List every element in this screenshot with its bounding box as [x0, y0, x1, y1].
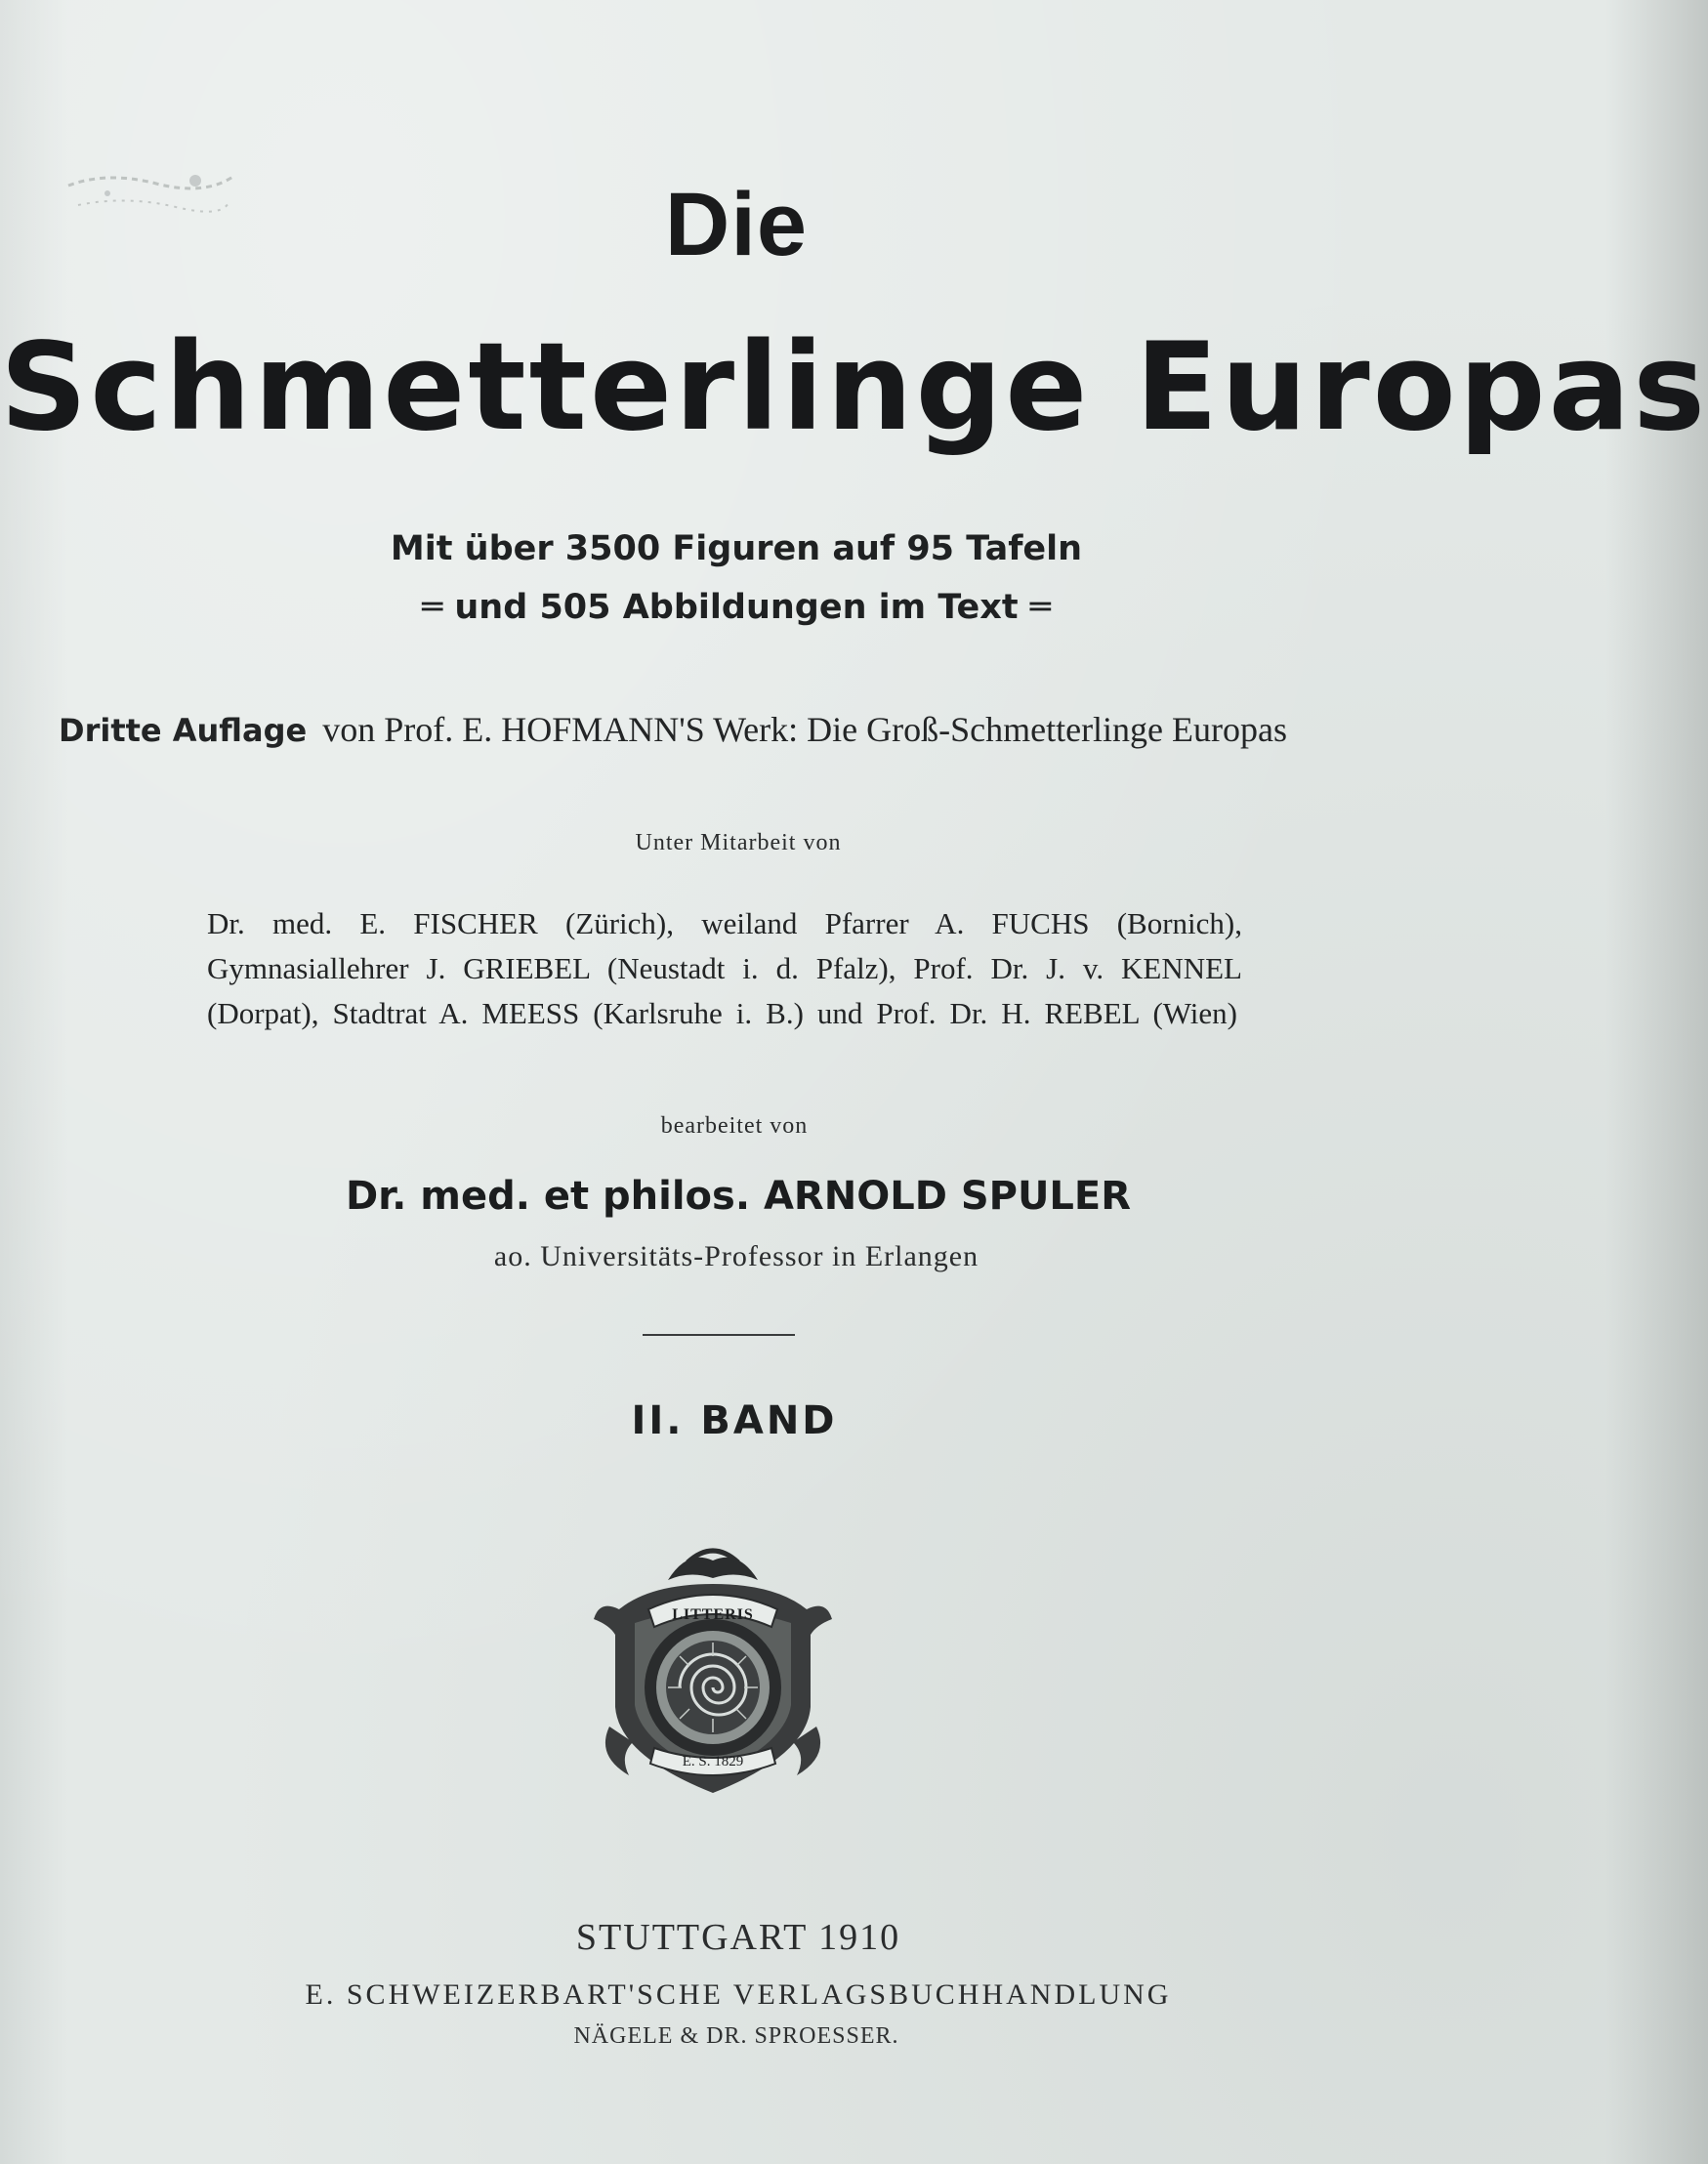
imprint-publisher-sub: NÄGELE & DR. SPROESSER.	[573, 2023, 899, 2049]
volume-label: II. BAND	[631, 1398, 838, 1443]
collaboration-label: Unter Mitarbeit von	[635, 830, 842, 855]
editor-name: Dr. med. et philos. ARNOLD SPULER	[345, 1174, 1132, 1219]
contributors-line-1: Dr. med. E. FISCHER (Zürich), weiland Pfarrer A. FUCHS (Bornich),	[207, 906, 1242, 940]
editor-role: ao. Universitäts-Professor in Erlangen	[493, 1240, 979, 1272]
subtitle-line-2: ═ und 505 Abbildungen im Text ═	[422, 588, 1051, 627]
edition-line	[59, 709, 1406, 750]
subtitle-line-1: Mit über 3500 Figuren auf 95 Tafeln	[390, 529, 1083, 568]
contributors-line-3: (Dorpat), Stadtrat A. MEESS (Karlsruhe i. B.) und Prof. Dr. H. REBEL (Wien)	[207, 996, 1237, 1030]
edition-label: Dritte Auflage	[59, 712, 308, 749]
emblem-banner-text: LITTERIS	[672, 1606, 754, 1623]
emblem-initials-text: E. S. 1829	[682, 1754, 744, 1769]
imprint-city-year: STUTTGART 1910	[575, 1917, 901, 1958]
title-main: Schmetterlinge Europas	[0, 317, 1708, 458]
editor-label: bearbeitet von	[660, 1113, 809, 1139]
divider-rule	[643, 1334, 795, 1336]
publisher-emblem-icon	[590, 1541, 836, 1799]
imprint-publisher: E. SCHWEIZERBART'SCHE VERLAGSBUCHHANDLUNG	[305, 1978, 1172, 2011]
title-line-die: Die	[664, 175, 809, 274]
edition-text: von Prof. E. HOFMANN'S Werk: Die Groß-Schmetterlinge Europas	[322, 710, 1288, 749]
contributors-line-2: Gymnasiallehrer J. GRIEBEL (Neustadt i. d. Pfalz), Prof. Dr. J. v. KENNEL	[207, 951, 1242, 985]
